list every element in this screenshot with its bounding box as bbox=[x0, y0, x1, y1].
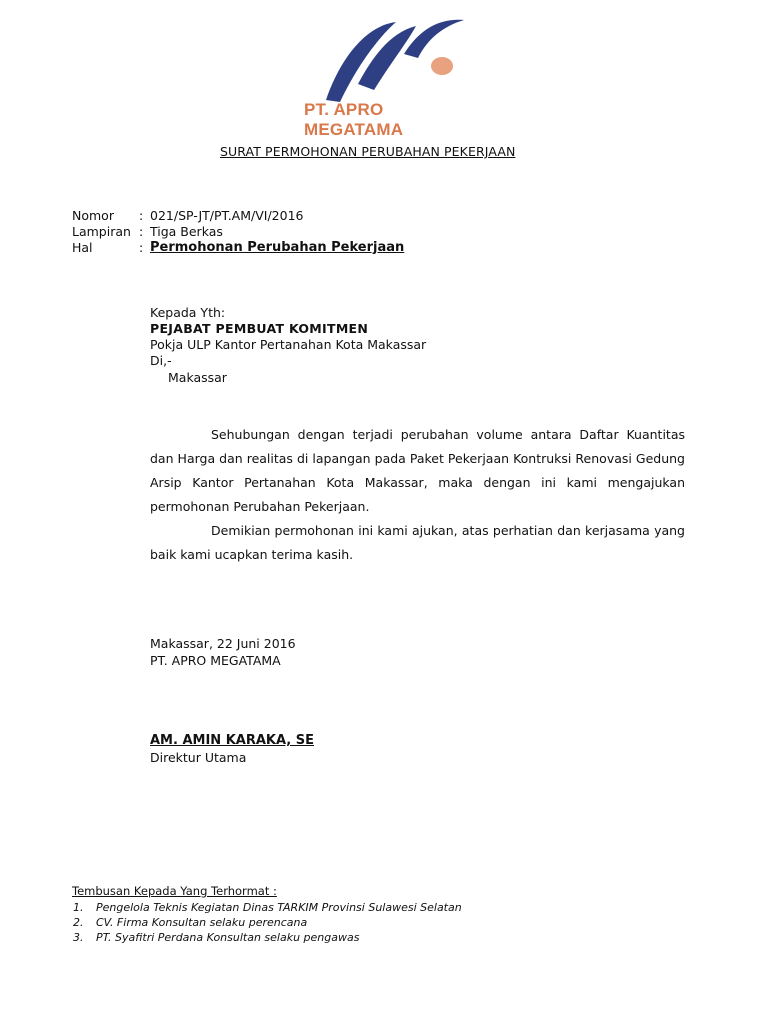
closing-company: PT. APRO MEGATAMA bbox=[150, 653, 281, 668]
signer-name: AM. AMIN KARAKA, SE bbox=[150, 733, 314, 748]
lampiran-colon: : bbox=[139, 224, 144, 239]
cc-heading: Tembusan Kepada Yang Terhormat : bbox=[72, 884, 277, 898]
cc-item-number: 2. bbox=[73, 916, 84, 929]
hal-colon: : bbox=[139, 240, 144, 255]
cc-item-number: 1. bbox=[73, 901, 84, 914]
nomor-colon: : bbox=[139, 208, 144, 223]
recipient-di: Di,- bbox=[150, 353, 172, 368]
nomor-value: 021/SP-JT/PT.AM/VI/2016 bbox=[150, 208, 304, 223]
logo-dot bbox=[431, 57, 453, 75]
lampiran-value: Tiga Berkas bbox=[150, 224, 223, 239]
lampiran-label: Lampiran bbox=[72, 224, 131, 239]
cc-item-text: CV. Firma Konsultan selaku perencana bbox=[96, 916, 308, 929]
recipient-organization: Pokja ULP Kantor Pertanahan Kota Makassar bbox=[150, 337, 427, 352]
recipient-name: PEJABAT PEMBUAT KOMITMEN bbox=[150, 321, 369, 336]
logo-arc-right bbox=[404, 20, 464, 58]
recipient-greeting: Kepada Yth: bbox=[150, 305, 226, 320]
company-name: PT. APRO MEGATAMA bbox=[304, 100, 404, 139]
cc-item-text: Pengelola Teknis Kegiatan Dinas TARKIM Provinsi Sulawesi Selatan bbox=[96, 901, 462, 914]
body-paragraph-1: Sehubungan dengan terjadi perubahan volume antara Daftar Kuantitas dan Harga dan realitas di lapangan pada Paket Pekerjaan Kontruksi Renovasi Gedung Arsip Kantor Pertanahan Kota Makassar, maka dengan ini kami mengajukan permohonan Perubahan Pekerjaan. bbox=[150, 427, 685, 514]
company-logo bbox=[318, 14, 470, 106]
cc-item-text: PT. Syafitri Perdana Konsultan selaku pengawas bbox=[96, 931, 360, 944]
body-paragraph-2: Demikian permohonan ini kami ajukan, atas perhatian dan kerjasama yang baik kami ucapkan terima kasih. bbox=[150, 523, 685, 562]
hal-label: Hal bbox=[72, 240, 93, 255]
letter-title: SURAT PERMOHONAN PERUBAHAN PEKERJAAN bbox=[220, 144, 516, 159]
recipient-city: Makassar bbox=[168, 370, 227, 385]
hal-value: Permohonan Perubahan Pekerjaan bbox=[150, 240, 405, 255]
place-date: Makassar, 22 Juni 2016 bbox=[150, 636, 296, 651]
nomor-label: Nomor bbox=[72, 208, 114, 223]
signer-title: Direktur Utama bbox=[150, 750, 247, 765]
cc-item-number: 3. bbox=[73, 931, 84, 944]
